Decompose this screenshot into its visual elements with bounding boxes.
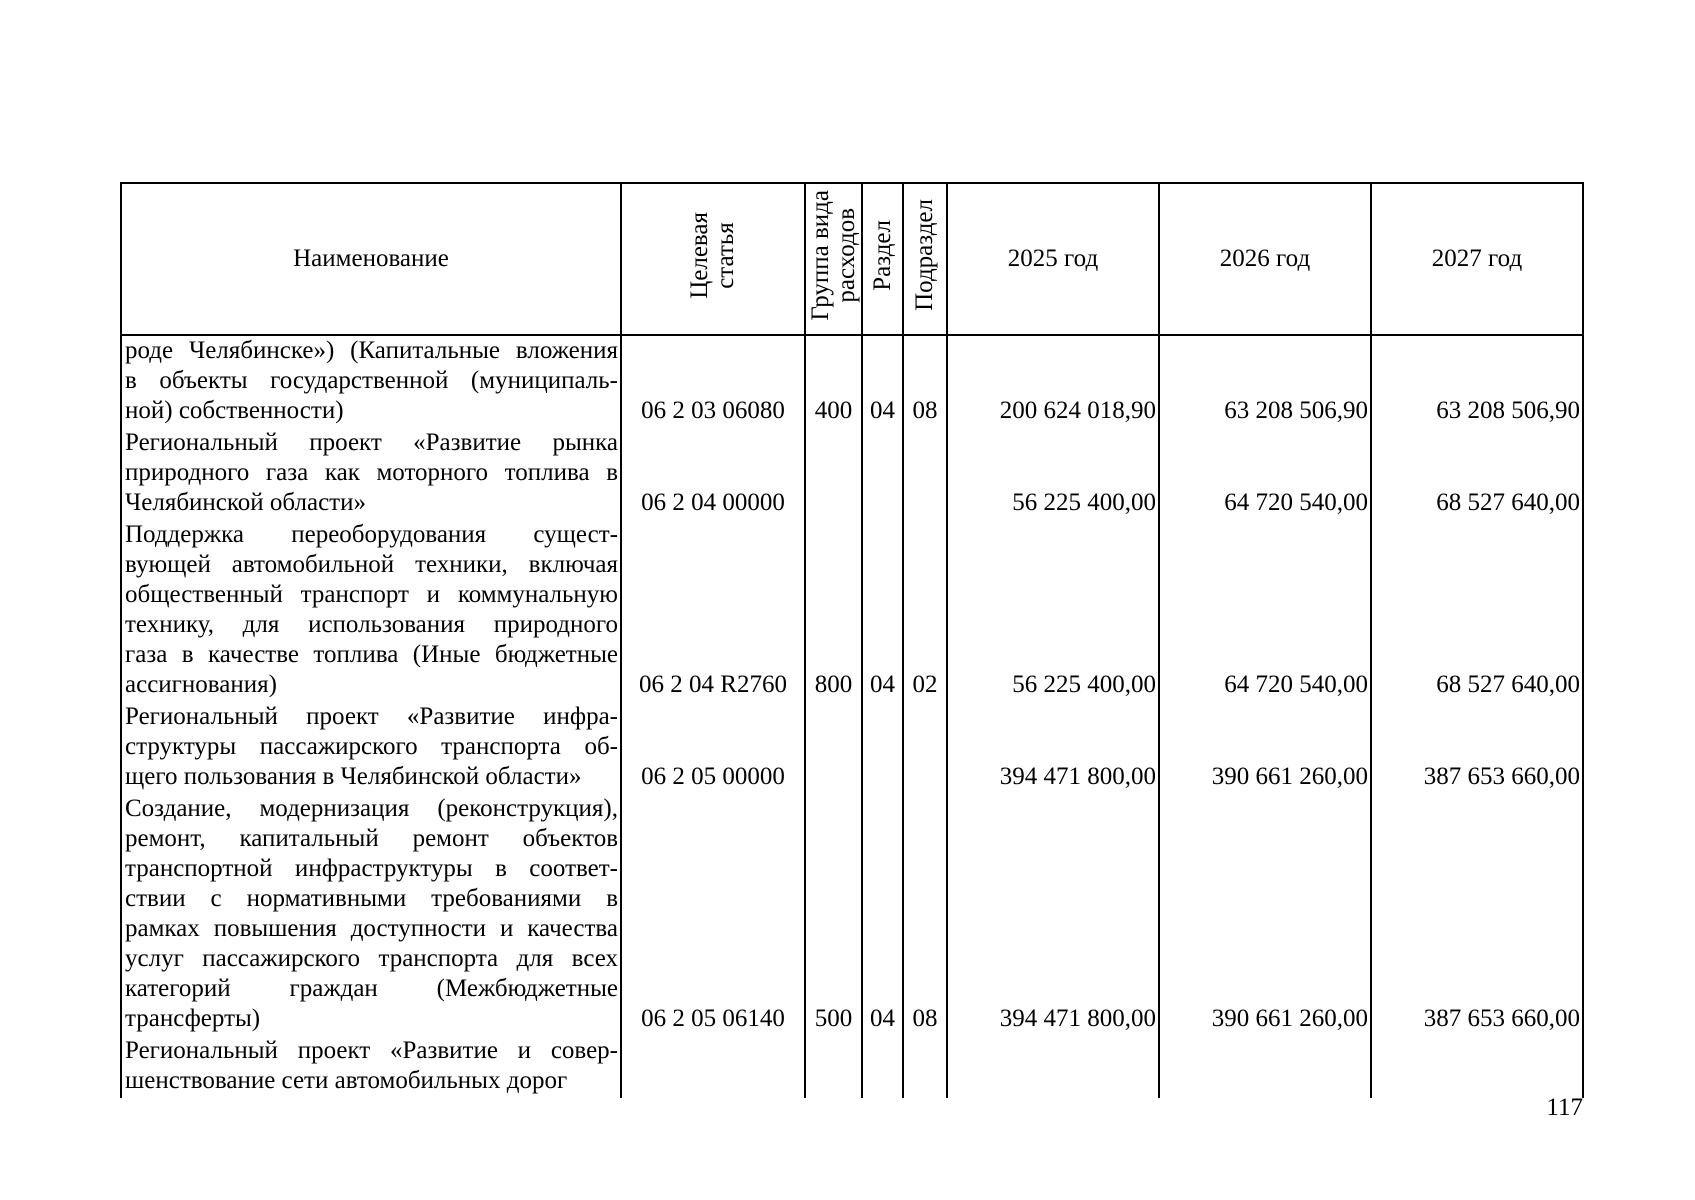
row-amount-2026: 63 208 506,90	[1159, 335, 1371, 428]
row-name	[121, 428, 621, 520]
row-name-line: рамках повышения доступности и качества	[125, 915, 618, 942]
row-name-line: Региональный проект «Развитие и совер-	[125, 1037, 618, 1064]
header-expense-group	[805, 183, 862, 335]
row-amount-2026: 64 720 540,00	[1159, 520, 1371, 702]
row-name-line: структуры пассажирского транспорта об-	[125, 733, 618, 760]
row-target-article: 06 2 03 06080	[621, 335, 805, 428]
row-subsection: 08	[903, 794, 947, 1036]
row-amount-2027: 387 653 660,00	[1371, 794, 1583, 1036]
row-name-line: технику, для использования природного	[125, 611, 618, 638]
header-section-label: Раздел	[868, 219, 896, 291]
row-name-line: щего пользования в Челябинской области»	[125, 763, 582, 790]
header-2026: 2026 год	[1159, 183, 1371, 335]
row-subsection	[903, 428, 947, 520]
row-amount-2027: 68 527 640,00	[1371, 428, 1583, 520]
row-expense-group: 400	[805, 335, 862, 428]
row-name-line: в объекты государственной (муниципаль-	[125, 367, 618, 394]
row-amount-2027: 63 208 506,90	[1371, 335, 1583, 428]
row-amount-2027	[1371, 1036, 1583, 1098]
row-name-line: ствии с нормативными требованиями в	[125, 885, 618, 912]
row-name-line: категорий граждан (Межбюджетные	[125, 975, 618, 1002]
page-number: 117	[1546, 1094, 1583, 1121]
row-name	[121, 520, 621, 702]
row-expense-group: 500	[805, 794, 862, 1036]
header-subsection	[903, 183, 947, 335]
budget-table	[120, 182, 1584, 1098]
table-row	[121, 520, 1583, 702]
row-section: 04	[862, 335, 903, 428]
table-row	[121, 702, 1583, 794]
row-amount-2025: 56 225 400,00	[947, 520, 1159, 702]
row-name-line: вующей автомобильной техники, включая	[125, 551, 618, 578]
header-group-line2: расходов	[832, 207, 860, 303]
row-amount-2027: 387 653 660,00	[1371, 702, 1583, 794]
row-amount-2026	[1159, 1036, 1371, 1098]
row-name	[121, 702, 621, 794]
row-subsection	[903, 702, 947, 794]
row-name	[121, 1036, 621, 1098]
row-amount-2025	[947, 1036, 1159, 1098]
row-name-line: трансферты)	[125, 1005, 261, 1032]
row-expense-group	[805, 1036, 862, 1098]
row-expense-group: 800	[805, 520, 862, 702]
row-subsection	[903, 1036, 947, 1098]
row-amount-2025: 200 624 018,90	[947, 335, 1159, 428]
table-row	[121, 794, 1583, 1036]
row-name-line: Региональный проект «Развитие рынка	[125, 429, 618, 456]
row-section	[862, 428, 903, 520]
row-amount-2025: 394 471 800,00	[947, 794, 1159, 1036]
row-name-line: ной) собственности)	[125, 397, 344, 424]
row-target-article: 06 2 05 06140	[621, 794, 805, 1036]
row-subsection: 08	[903, 335, 947, 428]
row-name	[121, 794, 621, 1036]
row-name-line: услуг пассажирского транспорта для всех	[125, 945, 618, 972]
header-target-line2: статья	[712, 221, 739, 289]
row-name-line: природного газа как моторного топлива в	[125, 459, 618, 486]
header-target-article	[621, 183, 805, 335]
row-expense-group	[805, 428, 862, 520]
row-amount-2025: 394 471 800,00	[947, 702, 1159, 794]
row-amount-2026: 390 661 260,00	[1159, 794, 1371, 1036]
row-section: 04	[862, 794, 903, 1036]
header-2027: 2027 год	[1371, 183, 1583, 335]
row-name-line: роде Челябинске») (Капитальные вложения	[125, 337, 618, 364]
row-subsection: 02	[903, 520, 947, 702]
table-row	[121, 1036, 1583, 1098]
row-target-article	[621, 1036, 805, 1098]
header-section	[862, 183, 903, 335]
header-name: Наименование	[121, 183, 621, 335]
row-section	[862, 702, 903, 794]
row-name-line: общественный транспорт и коммунальную	[125, 581, 618, 608]
row-amount-2025: 56 225 400,00	[947, 428, 1159, 520]
row-name-line: Поддержка переоборудования сущест-	[125, 521, 618, 548]
row-amount-2026: 390 661 260,00	[1159, 702, 1371, 794]
table-row	[121, 335, 1583, 428]
row-amount-2027: 68 527 640,00	[1371, 520, 1583, 702]
row-expense-group	[805, 702, 862, 794]
row-section	[862, 1036, 903, 1098]
header-subsection-label: Подраздел	[911, 199, 938, 311]
row-name-line: транспортной инфраструктуры в соответ-	[125, 855, 618, 882]
row-name-line: газа в качестве топлива (Иные бюджетные	[125, 641, 618, 668]
row-name-line: Создание, модернизация (реконструкция),	[125, 795, 618, 822]
header-2025: 2025 год	[947, 183, 1159, 335]
row-name-line: шенствование сети автомобильных дорог	[125, 1067, 568, 1094]
row-section: 04	[862, 520, 903, 702]
row-name-line: Челябинской области»	[125, 489, 366, 516]
row-name	[121, 335, 621, 428]
header-group-line1: Группа вида	[806, 189, 834, 321]
table-body	[121, 335, 1583, 1098]
row-target-article: 06 2 05 00000	[621, 702, 805, 794]
table-row	[121, 428, 1583, 520]
row-amount-2026: 64 720 540,00	[1159, 428, 1371, 520]
row-name-line: ассигнования)	[125, 671, 277, 698]
row-target-article: 06 2 04 00000	[621, 428, 805, 520]
row-target-article: 06 2 04 R2760	[621, 520, 805, 702]
header-target-line1: Целевая	[686, 211, 713, 299]
table-header-row	[121, 183, 1583, 335]
row-name-line: Региональный проект «Развитие инфра-	[125, 703, 618, 730]
row-name-line: ремонт, капитальный ремонт объектов	[125, 825, 618, 852]
